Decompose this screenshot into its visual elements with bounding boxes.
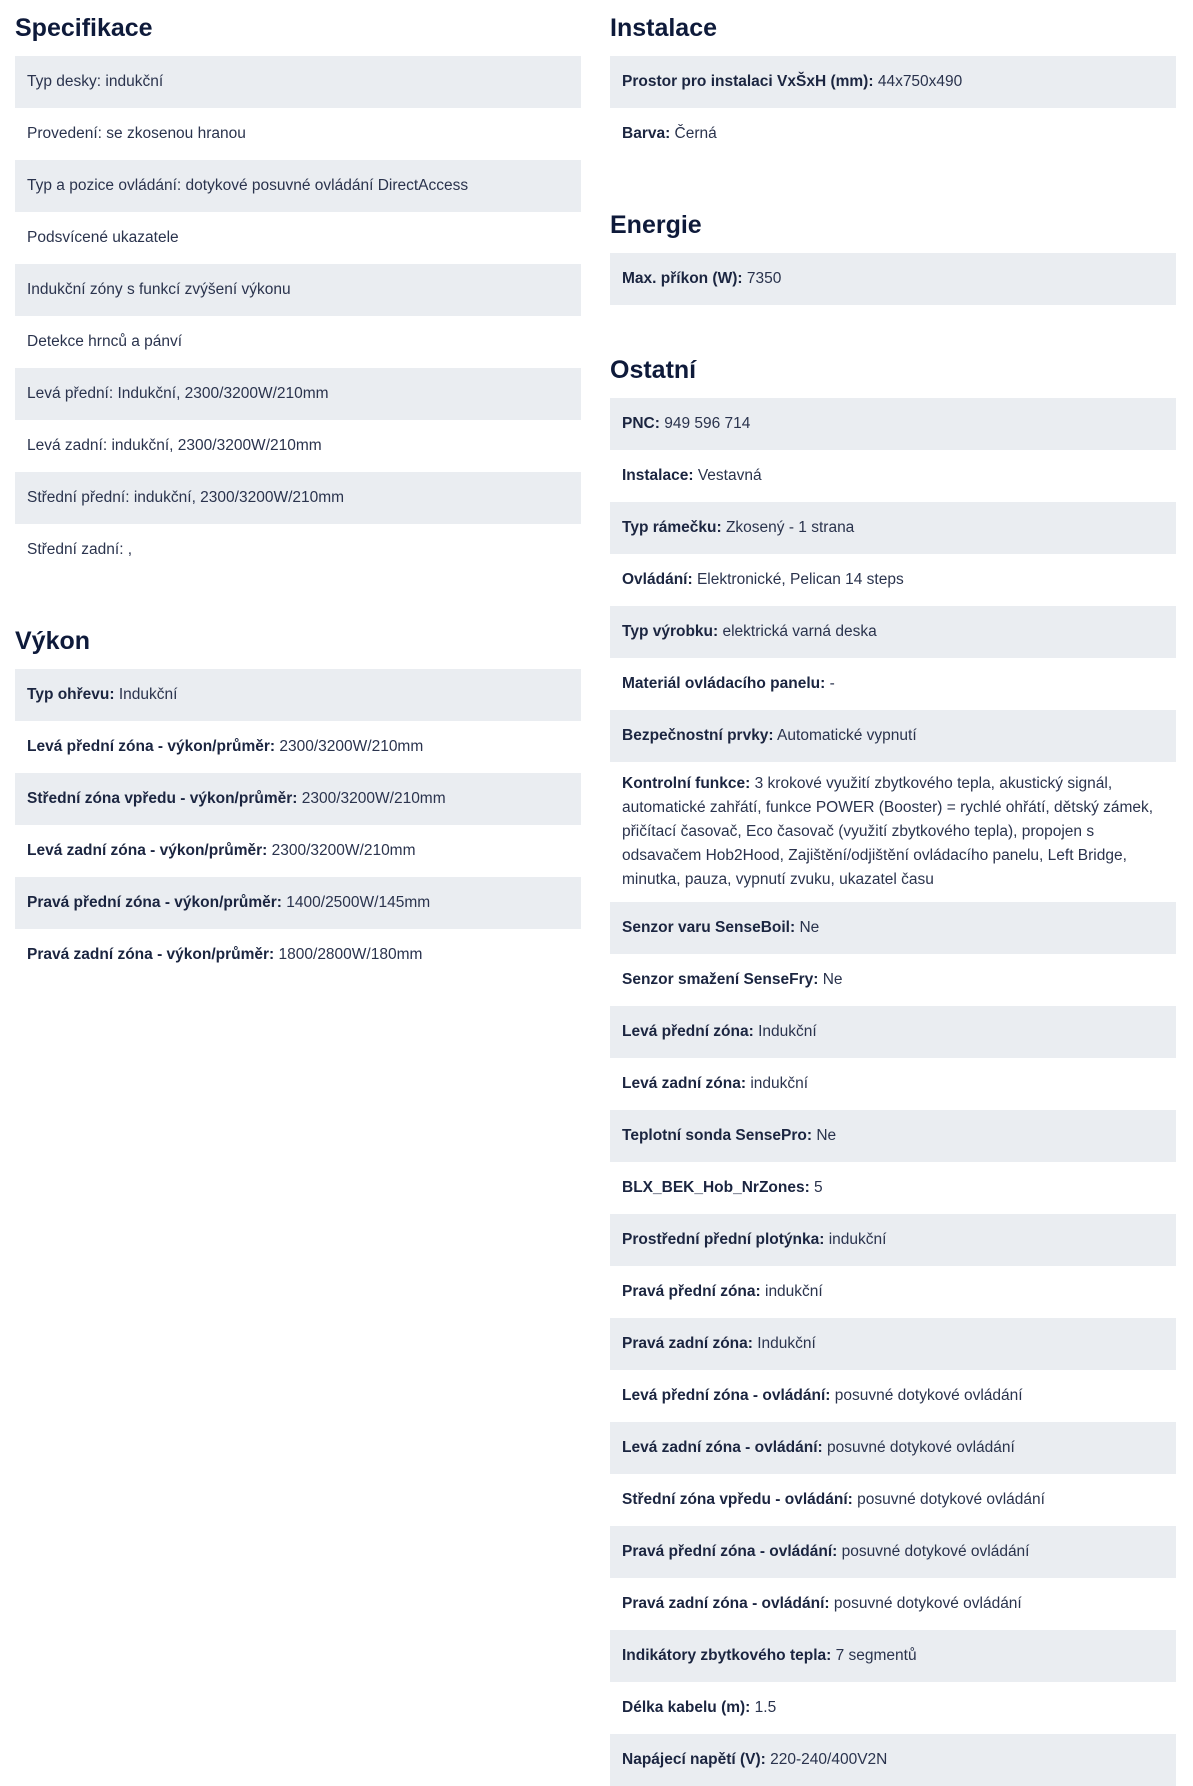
spec-label: BLX_BEK_Hob_NrZones: [622, 1179, 810, 1196]
spec-value: 7 segmentů [831, 1647, 917, 1664]
spec-label: Senzor smažení SenseFry: [622, 971, 819, 988]
spec-row [610, 1370, 1176, 1422]
spec-label: Pravá přední zóna - ovládání: [622, 1543, 838, 1560]
spec-value: 2300/3200W/210mm [297, 790, 446, 807]
section-title: Ostatní [610, 356, 697, 384]
spec-row [15, 264, 581, 316]
spec-label: Střední zóna vpředu - výkon/průměr: [27, 790, 298, 807]
spec-row [15, 825, 581, 877]
spec-value: Ne [795, 919, 820, 936]
spec-value: 2300/3200W/210mm [275, 738, 424, 755]
spec-row [610, 1214, 1176, 1266]
spec-label: Ovládání: [622, 571, 693, 588]
section-title: Výkon [15, 627, 91, 655]
spec-label: Barva: [622, 125, 671, 142]
section-title: Specifikace [15, 14, 153, 42]
spec-row [15, 316, 581, 368]
spec-list [610, 398, 1176, 1786]
spec-label: Indikátory zbytkového tepla: [622, 1647, 832, 1664]
spec-value: Typ a pozice ovládání: dotykové posuvné ovládání DirectAccess [27, 177, 469, 194]
spec-value: Elektronické, Pelican 14 steps [692, 571, 904, 588]
spec-value: 949 596 714 [659, 415, 751, 432]
section-energie [610, 197, 1176, 305]
spec-row [610, 1682, 1176, 1734]
spec-row [610, 1526, 1176, 1578]
spec-value: Indukční [753, 1023, 817, 1040]
spec-row [610, 1578, 1176, 1630]
spec-value: Zkosený - 1 strana [721, 519, 855, 536]
spec-row [15, 929, 581, 981]
spec-label: Délka kabelu (m): [622, 1699, 751, 1716]
spec-label: Typ rámečku: [622, 519, 722, 536]
spec-label: Napájecí napětí (V): [622, 1751, 766, 1768]
spec-value: 7350 [742, 270, 782, 287]
spec-row [15, 368, 581, 420]
spec-value: Automatické vypnutí [773, 727, 917, 744]
spec-label: Levá přední zóna - ovládání: [622, 1387, 831, 1404]
section-vykon [15, 613, 581, 981]
spec-row [610, 56, 1176, 108]
spec-label: Levá zadní zóna - výkon/průměr: [27, 842, 268, 859]
spec-value: Indukční [752, 1335, 816, 1352]
section-instalace [610, 0, 1176, 160]
spec-label: Typ výrobku: [622, 623, 719, 640]
spec-value: 3 krokové využití zbytkového tepla, akustický signál, automatické zahřátí, funkce POWER (Booster) = rychlé ohřátí, dětský zámek, přičítací časovač, Eco časovač (využití zbytkového tepla), propojen s odsavačem Hob2Hood, Zajištění/odjištění ovládacího panelu, Left Bridge, minutka, pauza, vypnutí zvuku, ukazatel času [622, 775, 1154, 888]
spec-list [15, 56, 581, 576]
spec-label: Teplotní sonda SensePro: [622, 1127, 813, 1144]
left-column [15, 0, 581, 981]
spec-value: posuvné dotykové ovládání [852, 1491, 1045, 1508]
spec-value: 5 [809, 1179, 823, 1196]
spec-row [610, 1006, 1176, 1058]
spec-row [610, 710, 1176, 762]
spec-label: Levá přední zóna - výkon/průměr: [27, 738, 276, 755]
spec-value: Střední zadní: , [27, 541, 133, 558]
spec-value: posuvné dotykové ovládání [829, 1595, 1022, 1612]
spec-row [610, 1734, 1176, 1786]
spec-value: 44x750x490 [873, 73, 963, 90]
spec-row [15, 420, 581, 472]
spec-label: Levá zadní zóna - ovládání: [622, 1439, 823, 1456]
spec-label: Instalace: [622, 467, 694, 484]
spec-label: Pravá přední zóna: [622, 1283, 761, 1300]
spec-value: 1.5 [750, 1699, 777, 1716]
spec-value: Detekce hrnců a pánví [27, 333, 183, 350]
spec-value: posuvné dotykové ovládání [837, 1543, 1030, 1560]
spec-row [610, 902, 1176, 954]
spec-value: 1400/2500W/145mm [281, 894, 431, 911]
spec-value: 1800/2800W/180mm [274, 946, 423, 963]
spec-value: Ne [818, 971, 843, 988]
spec-row [610, 954, 1176, 1006]
spec-row [610, 253, 1176, 305]
spec-value: Provedení: se zkosenou hranou [27, 125, 246, 142]
spec-row [610, 108, 1176, 160]
spec-value: Typ desky: indukční [27, 73, 164, 90]
right-column [610, 0, 1176, 1786]
spec-label: Prostřední přední plotýnka: [622, 1231, 825, 1248]
spec-value: Vestavná [693, 467, 762, 484]
section-ostatni [610, 342, 1176, 1786]
spec-row [610, 1422, 1176, 1474]
spec-row [610, 1162, 1176, 1214]
spec-row [15, 524, 581, 576]
spec-label: Prostor pro instalaci VxŠxH (mm): [622, 73, 874, 90]
spec-label: PNC: [622, 415, 660, 432]
spec-row [610, 606, 1176, 658]
spec-row [15, 669, 581, 721]
spec-row [15, 160, 581, 212]
spec-list [610, 56, 1176, 160]
spec-label: Pravá zadní zóna - výkon/průměr: [27, 946, 275, 963]
spec-row [610, 1318, 1176, 1370]
spec-value: posuvné dotykové ovládání [830, 1387, 1023, 1404]
spec-label: Typ ohřevu: [27, 686, 115, 703]
spec-label: Pravá přední zóna - výkon/průměr: [27, 894, 282, 911]
spec-row [610, 1110, 1176, 1162]
spec-row [610, 762, 1176, 902]
spec-value: - [825, 675, 835, 692]
spec-label: Materiál ovládacího panelu: [622, 675, 826, 692]
spec-label: Senzor varu SenseBoil: [622, 919, 796, 936]
spec-label: Levá zadní zóna: [622, 1075, 747, 1092]
spec-value: indukční [760, 1283, 823, 1300]
spec-value: Černá [670, 125, 717, 142]
spec-row [610, 1474, 1176, 1526]
spec-label: Pravá zadní zóna - ovládání: [622, 1595, 830, 1612]
spec-list [15, 669, 581, 981]
spec-value: Levá zadní: indukční, 2300/3200W/210mm [27, 437, 322, 454]
spec-label: Střední zóna vpředu - ovládání: [622, 1491, 853, 1508]
spec-row [15, 108, 581, 160]
spec-row [15, 773, 581, 825]
spec-value: elektrická varná deska [718, 623, 877, 640]
spec-row [15, 56, 581, 108]
spec-row [15, 472, 581, 524]
section-specifikace [15, 0, 581, 576]
spec-label: Max. příkon (W): [622, 270, 743, 287]
spec-value: Podsvícené ukazatele [27, 229, 179, 246]
spec-row [610, 1266, 1176, 1318]
section-title: Energie [610, 211, 702, 239]
spec-row [610, 1058, 1176, 1110]
spec-value: indukční [824, 1231, 887, 1248]
spec-row [15, 212, 581, 264]
section-title: Instalace [610, 14, 718, 42]
spec-row [610, 658, 1176, 710]
spec-value: indukční [746, 1075, 809, 1092]
spec-row [610, 450, 1176, 502]
spec-value: Ne [812, 1127, 837, 1144]
spec-value: 220-240/400V2N [765, 1751, 888, 1768]
spec-list [610, 253, 1176, 305]
spec-label: Bezpečnostní prvky: [622, 727, 774, 744]
spec-label: Kontrolní funkce: [622, 775, 751, 792]
spec-value: Střední přední: indukční, 2300/3200W/210mm [27, 489, 345, 506]
spec-value: Indukční [114, 686, 178, 703]
spec-value: posuvné dotykové ovládání [822, 1439, 1015, 1456]
spec-label: Pravá zadní zóna: [622, 1335, 753, 1352]
spec-value: Levá přední: Indukční, 2300/3200W/210mm [27, 385, 329, 402]
spec-row [610, 1630, 1176, 1682]
spec-row [610, 398, 1176, 450]
spec-row [15, 721, 581, 773]
spec-row [15, 877, 581, 929]
spec-value: Indukční zóny s funkcí zvýšení výkonu [27, 281, 291, 298]
spec-row [610, 554, 1176, 606]
spec-row [610, 502, 1176, 554]
spec-label: Levá přední zóna: [622, 1023, 754, 1040]
spec-value: 2300/3200W/210mm [267, 842, 416, 859]
